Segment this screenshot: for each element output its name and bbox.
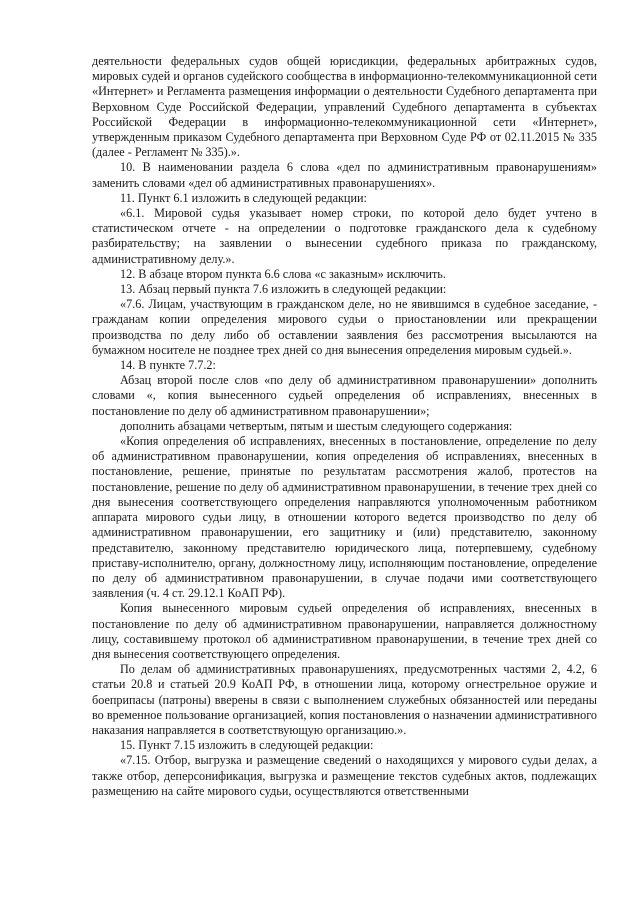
paragraph-item-11: 11. Пункт 6.1 изложить в следующей редакции:	[120, 190, 367, 205]
paragraph-7-7-2-fifth: Копия вынесенного мировым судьей определения об исправлениях, внесенных в постановление по делу об административном правонарушении, направляется должностному лицу, составившему протокол об административном правонарушении, в течение трех дней со дня вынесения соответствующего определения.	[92, 601, 597, 661]
paragraph-item-12: 12. В абзаце втором пункта 6.6 слова «с заказным» исключить.	[120, 266, 446, 281]
paragraph-7-7-2-fourth: «Копия определения об исправлениях, внесенных в постановление, определение по делу об административном правонарушении, копия определения об исправлениях, внесенных в постановление, решение, принятые по результатам рассмотрения жалоб, протестов на постановление, решение по делу об административном правонарушении, в течение трех дней со дня вынесения соответствующего определения направляются уполномоченным работником аппарата мирового судьи лицу, в отношении которого ведется производство по делу об административном правонарушении, его защитнику и (или) представителю, законному представителю, законному представителю юридического лица, потерпевшему, судебному приставу-исполнителю, органу, должностному лицу, исполняющим постановление, определение по делу об административном правонарушении, в случае подачи ими соответствующего заявления (ч. 4 ст. 29.12.1 КоАП РФ).	[92, 434, 597, 601]
paragraph-7-7-2-add: дополнить абзацами четвертым, пятым и шестым следующего содержания:	[120, 418, 513, 433]
paragraph-7-15-text: «7.15. Отбор, выгрузка и размещение сведений о находящихся у мирового судьи делах, а также отбор, деперсонификация, выгрузка и размещение текстов судебных актов, подлежащих размещению на сайте мирового судьи, осуществляются ответственными	[92, 753, 597, 798]
document-page	[92, 54, 597, 799]
paragraph-6-1-text: «6.1. Мировой судья указывает номер строки, по которой дело будет учтено в статистическом отчете - на определении о подготовке гражданского дела к судебному разбирательству; на заявлении о вынесении судебного приказа по гражданскому, административному делу.».	[92, 206, 597, 266]
paragraph-item-14: 14. В пункте 7.7.2:	[120, 358, 216, 373]
paragraph-7-7-2-sixth: По делам об административных правонарушениях, предусмотренных частями 2, 4.2, 6 статьи 20.8 и статьей 20.9 КоАП РФ, в отношении лица, которому огнестрельное оружие и боеприпасы (патроны) вверены в связи с выполнением служебных обязанностей или переданы во временное пользование организацией, копия постановления о назначении административного наказания направляется в соответствующую организацию.».	[92, 662, 597, 737]
paragraph-7-6-text: «7.6. Лицам, участвующим в гражданском деле, но не явившимся в судебное заседание, - гражданам копии определения мирового судьи о приостановлении или прекращении производства по делу либо об оставлении заявления без рассмотрения высылаются на бумажном носителе не позднее трех дней со дня вынесения определения мировым судьей.».	[92, 297, 597, 357]
paragraph-7-7-2-second: Абзац второй после слов «по делу об административном правонарушении» дополнить словами «, копия вынесенного судьей определения об исправлениях, внесенных в постановление по делу об административном правонарушении»;	[92, 373, 597, 418]
paragraph-item-15: 15. Пункт 7.15 изложить в следующей редакции:	[120, 738, 374, 753]
paragraph-item-10: 10. В наименовании раздела 6 слова «дел по административным правонарушениям» заменить словами «дел об административных правонарушениях».	[92, 160, 597, 190]
paragraph-item-13: 13. Абзац первый пункта 7.6 изложить в следующей редакции:	[120, 282, 447, 297]
paragraph-continuation: деятельности федеральных судов общей юрисдикции, федеральных арбитражных судов, мировых судей и органов судейского сообщества в информационно-телекоммуникационной сети «Интернет» и Регламента размещения информации о деятельности Судебного департамента при Верховном Суде Российской Федерации, управлений Судебного департамента в субъектах Российской Федерации в информационно-телекоммуникационной сети «Интернет», утвержденным приказом Судебного департамента при Верховном Суде РФ от 02.11.2015 № 335 (далее - Регламент № 335).».	[92, 54, 597, 160]
